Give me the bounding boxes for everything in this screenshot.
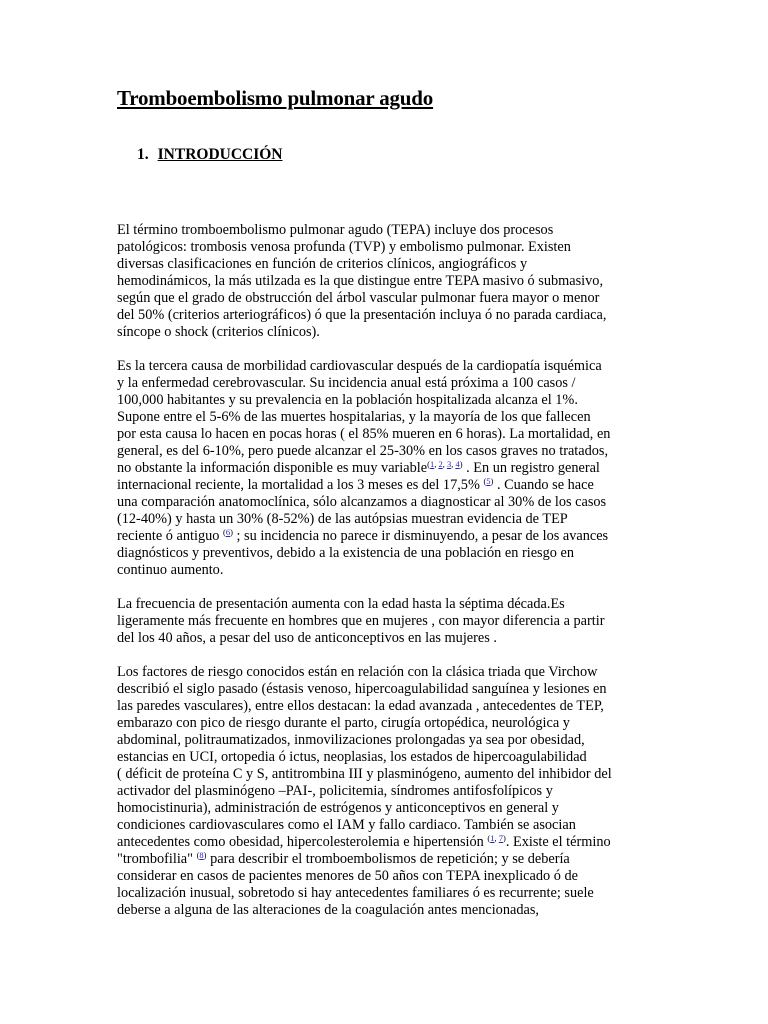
text-line: una comparación anatomoclínica, sólo alcanzamos a diagnosticar al 30% de los casos: [117, 494, 607, 510]
paragraph: [117, 358, 657, 579]
text-line: por esta causa lo hacen en pocas horas ( el 85% mueren en 6 horas). La mortalidad, en: [117, 426, 611, 442]
citation-link[interactable]: 4: [455, 459, 460, 469]
citation-link[interactable]: 3: [446, 459, 452, 469]
text-line: activador del plasminógeno –PAI-, policitemia, síndromes antifosfolípicos y: [117, 783, 553, 799]
text-line: localización inusual, sobretodo si hay antecedentes familiares ó es recurrente; suele: [117, 885, 594, 901]
text-line: síncope o shock (criterios clínicos).: [117, 324, 320, 340]
text-line: describió el siglo pasado (éstasis venoso, hipercoagulabilidad sanguínea y lesiones en: [117, 681, 607, 697]
text-line: Es la tercera causa de morbilidad cardiovascular después de la cardiopatía isquémica: [117, 358, 602, 374]
text-line: hemodinámicos, la más utilzada es la que distingue entre TEPA masivo ó submasivo,: [117, 273, 604, 289]
citation-reference[interactable]: (1, 7): [487, 833, 506, 843]
citation-link[interactable]: 7: [498, 833, 503, 843]
citation-link[interactable]: 1: [429, 459, 435, 469]
text-line: ( déficit de proteína C y S, antitrombina III y plasminógeno, aumento del inhibidor del: [117, 766, 612, 782]
paragraph: [117, 222, 657, 341]
text-line: patológicos: trombosis venosa profunda (TVP) y embolismo pulmonar. Existen: [117, 239, 571, 255]
text-line: 100,000 habitantes y su prevalencia en la población hospitalizada alcanza el 1%.: [117, 392, 578, 408]
text-line: diagnósticos y preventivos, debido a la existencia de una población en riesgo en: [117, 545, 574, 561]
text-line: reciente ó antiguo $^{(6)}$ ; su incidencia no parece ir disminuyendo, a pesar de los avances: [117, 527, 609, 544]
text-line: embarazo con pico de riesgo durante el parto, cirugía ortopédica, neurológica y: [117, 715, 570, 731]
text-line: del los 40 años, a pesar del uso de anticonceptivos en las mujeres .: [117, 630, 497, 646]
text-line: deberse a alguna de las alteraciones de la coagulación antes mencionadas,: [117, 902, 539, 918]
text-line: La frecuencia de presentación aumenta con la edad hasta la séptima década.Es: [117, 596, 565, 612]
section-label: INTRODUCCIÓN: [157, 146, 283, 163]
paragraph: [117, 664, 657, 919]
text-line: continuo aumento.: [117, 562, 224, 578]
text-line: estancias en UCI, ortopedia ó ictus, neoplasias, los estados de hipercoagulabilidad: [117, 749, 587, 765]
text-line: ligeramente más frecuente en hombres que en mujeres , con mayor diferencia a partir: [117, 613, 605, 629]
text-line: homocistinuria), administración de estrógenos y anticonceptivos en general y: [117, 800, 559, 816]
text-line: condiciones cardiovasculares como el IAM y fallo cardiaco. También se asocian: [117, 817, 576, 833]
text-line: general, es del 6-10%, pero puede alcanzar el 25-30% en los casos graves no tratados,: [117, 443, 609, 459]
text-line: Los factores de riesgo conocidos están en relación con la clásica triada que Virchow: [117, 664, 598, 680]
text-line: del 50% (criterios arteriográficos) ó que la presentación incluya ó no parada cardiaca,: [117, 307, 607, 323]
citation-link[interactable]: 2: [438, 459, 443, 469]
section-number: 1.: [137, 146, 149, 163]
text-line: (12-40%) y hasta un 30% (8-52%) de las autópsias muestran evidencia de TEP: [117, 511, 568, 527]
document-title: Tromboembolismo pulmonar agudo: [117, 86, 434, 110]
text-line: y la enfermedad cerebrovascular. Su incidencia anual está próxima a 100 casos /: [117, 375, 576, 391]
text-line: abdominal, politraumatizados, inmovilizaciones prolongadas ya sea por obesidad,: [117, 732, 585, 748]
section-heading: [137, 146, 283, 164]
paragraph: [117, 596, 657, 647]
text-line: no obstante la información disponible es muy variable$^{(1, 2, 3, 4)}$ . En un registro general: [117, 459, 600, 476]
citation-link[interactable]: 5: [486, 476, 491, 486]
citation-reference[interactable]: (5): [483, 476, 494, 486]
citation-reference[interactable]: (6): [223, 527, 233, 537]
body-text: [117, 222, 657, 936]
text-line: "trombofilia" $^{(8)}$ para describir el tromboembolismos de repetición; y se debería: [117, 850, 570, 867]
text-line: internacional reciente, la mortalidad a los 3 meses es del 17,5% $^{(5)}$ . Cuando se hace: [117, 476, 594, 493]
text-line: según que el grado de obstrucción del árbol vascular pulmonar fuera mayor o menor: [117, 290, 600, 306]
text-line: El término tromboembolismo pulmonar agudo (TEPA) incluye dos procesos: [117, 222, 554, 238]
text-line: las paredes vasculares), entre ellos destacan: la edad avanzada , antecedentes de TEP,: [117, 698, 604, 714]
text-line: antecedentes como obesidad, hipercolesterolemia e hipertensión $^{(1, 7)}$. Existe el término: [117, 833, 611, 850]
citation-link[interactable]: 1: [490, 833, 495, 843]
citation-link[interactable]: 8: [199, 850, 204, 860]
citation-reference[interactable]: (1, 2, 3, 4): [427, 459, 463, 469]
text-line: considerar en casos de pacientes menores de 50 años con TEPA inexplicado ó de: [117, 868, 578, 884]
citation-reference[interactable]: (8): [196, 850, 207, 860]
text-line: Supone entre el 5-6% de las muertes hospitalarias, y la mayoría de los que fallecen: [117, 409, 591, 425]
citation-link[interactable]: 6: [225, 527, 231, 537]
text-line: diversas clasificaciones en función de criterios clínicos, angiográficos y: [117, 256, 528, 272]
